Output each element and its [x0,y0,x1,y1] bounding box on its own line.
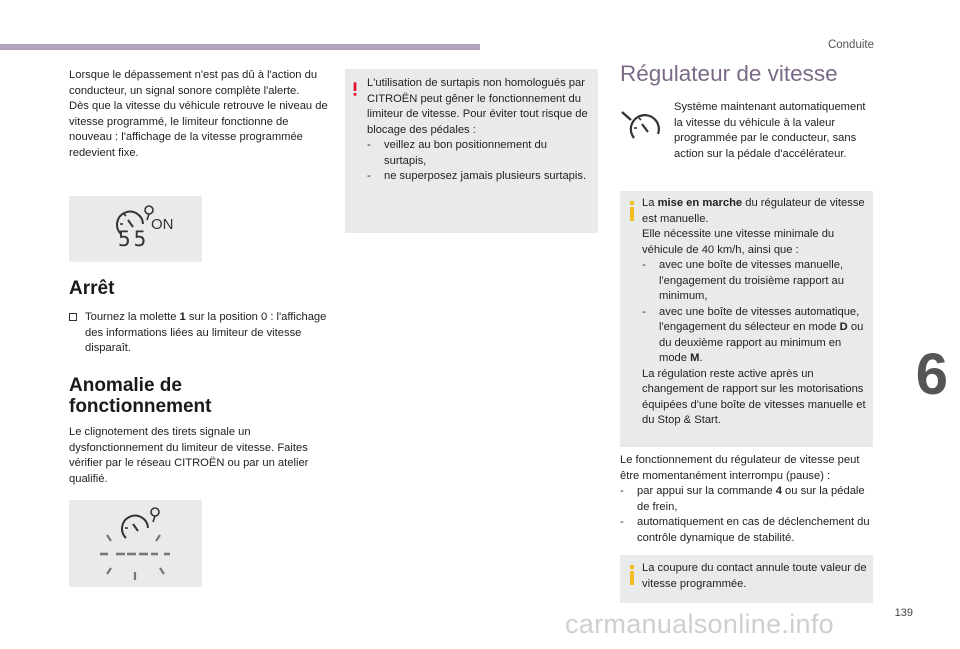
arret-section [69,278,331,299]
bullet-marker [69,310,85,357]
anomalie-title-line-2: fonctionnement [69,396,212,417]
pause-item-1: par appui sur la commande 4 ou sur la pédale de frein, [637,485,865,513]
info-icon [628,201,636,221]
limiter-on-figure [69,196,202,262]
anomalie-text-block [69,425,331,487]
activation-keyword: mise en marche [657,197,743,209]
blinking-dashes-icon [69,500,202,587]
warning-item-2: ne superposez jamais plusieurs surtapis. [384,170,587,182]
info-panel-ignition [620,555,873,603]
arret-instruction [69,310,331,357]
intro-paragraph-1: Lorsque le dépassement n'est pas dû à l'action du conducteur, un signal sonore complète l'alerte. [69,69,318,97]
info-activation-paragraph-3: La régulation reste active après un changement de rapport sur les motorisations équipées d'une boîte de vitesses manuelle et du Stop & Start. [642,367,866,426]
limiter-on-label: ON [151,216,174,233]
info-activation-content [642,196,868,429]
checkbox-icon [69,313,78,322]
condition-manual: avec une boîte de vitesses manuelle, l'engagement du troisième rapport au minimum, [659,259,844,302]
anomalie-title-line-1: Anomalie de [69,375,182,396]
warning-paragraph: L'utilisation de surtapis non homologués par CITROËN peut gêner le fonctionnement du limiteur de vitesse. Pour éviter tout risque de blocage des pédales : [367,77,588,136]
pause-paragraph: Le fonctionnement du régulateur de vitesse peut être momentanément interrompu (pause) : [620,454,860,482]
anomalie-text: Le clignotement des tirets signale un dysfonctionnement du limiteur de vitesse. Faites vérifier par le réseau CITROËN ou par un atelier qualifié. [69,426,309,485]
limiter-fault-figure [69,500,202,587]
intro-text [69,68,331,161]
chapter-number: 6 [915,342,948,407]
list-item: - veillez au bon positionnement du surtapis, [367,138,591,169]
header-accent-bar [0,44,480,50]
regulateur-header [620,61,880,86]
watermark: carmanualsonline.info [565,609,834,639]
anomalie-section [69,375,331,417]
regulateur-title: Régulateur de vitesse [620,61,838,86]
limiter-speed-digits: 55 [118,227,150,251]
warning-panel [345,69,598,233]
list-item: - automatiquement en cas de déclenchement du contrôle dynamique de stabilité. [620,515,876,546]
info-ignition-content [642,561,868,592]
arret-text-bold: 1 [179,311,186,323]
page-number: 139 [894,607,913,619]
info-panel-activation [620,191,873,447]
warning-content [367,76,591,185]
intro-paragraph-2: Dès que la vitesse du véhicule retrouve le niveau de vitesse programmé, le limiteur fonctionne de nouveau : l'affichage de la vitesse programmée redevient fixe. [69,100,328,159]
pause-section [620,453,876,546]
list-item: - par appui sur la commande 4 ou sur la pédale de frein, [620,484,876,515]
list-item: - avec une boîte de vitesses manuelle, l'engagement du troisième rapport au minimum, [642,258,868,305]
info-activation-paragraph-2: Elle nécessite une vitesse minimale du véhicule de 40 km/h, ainsi que : [642,228,835,256]
regulateur-description-text: Système maintenant automatiquement la vitesse du véhicule à la valeur programmée par le conducteur, sans action sur la pédale d'accélérateur. [674,101,866,160]
arret-text-pre: Tournez la molette [85,311,180,323]
cruise-control-icon [620,108,664,144]
info-icon [628,565,636,585]
info-ignition-text: La coupure du contact annule toute valeur de vitesse programmée. [642,562,867,590]
warning-exclamation-icon [353,79,357,99]
list-item: - ne superposez jamais plusieurs surtapis. [367,169,591,185]
regulateur-description [674,100,874,162]
pause-item-2: automatiquement en cas de déclenchement du contrôle dynamique de stabilité. [637,516,870,544]
condition-automatic: avec une boîte de vitesses automatique, l'engagement du sélecteur en mode D ou du deuxième rapport au minimum en mode M. [659,305,864,364]
list-item: - avec une boîte de vitesses automatique, l'engagement du sélecteur en mode D ou du deuxième rapport au minimum en mode M. [642,305,868,367]
arret-title: Arrêt [69,278,115,299]
info-activation-paragraph-1: La mise en marche du régulateur de vitesse est manuelle. [642,197,865,225]
arret-text-post: sur la position 0 : l'affichage des informations liées au limiteur de vitesse disparaît. [85,311,327,354]
section-title: Conduite [827,39,874,51]
warning-item-1: veillez au bon positionnement du surtapis, [384,139,547,167]
